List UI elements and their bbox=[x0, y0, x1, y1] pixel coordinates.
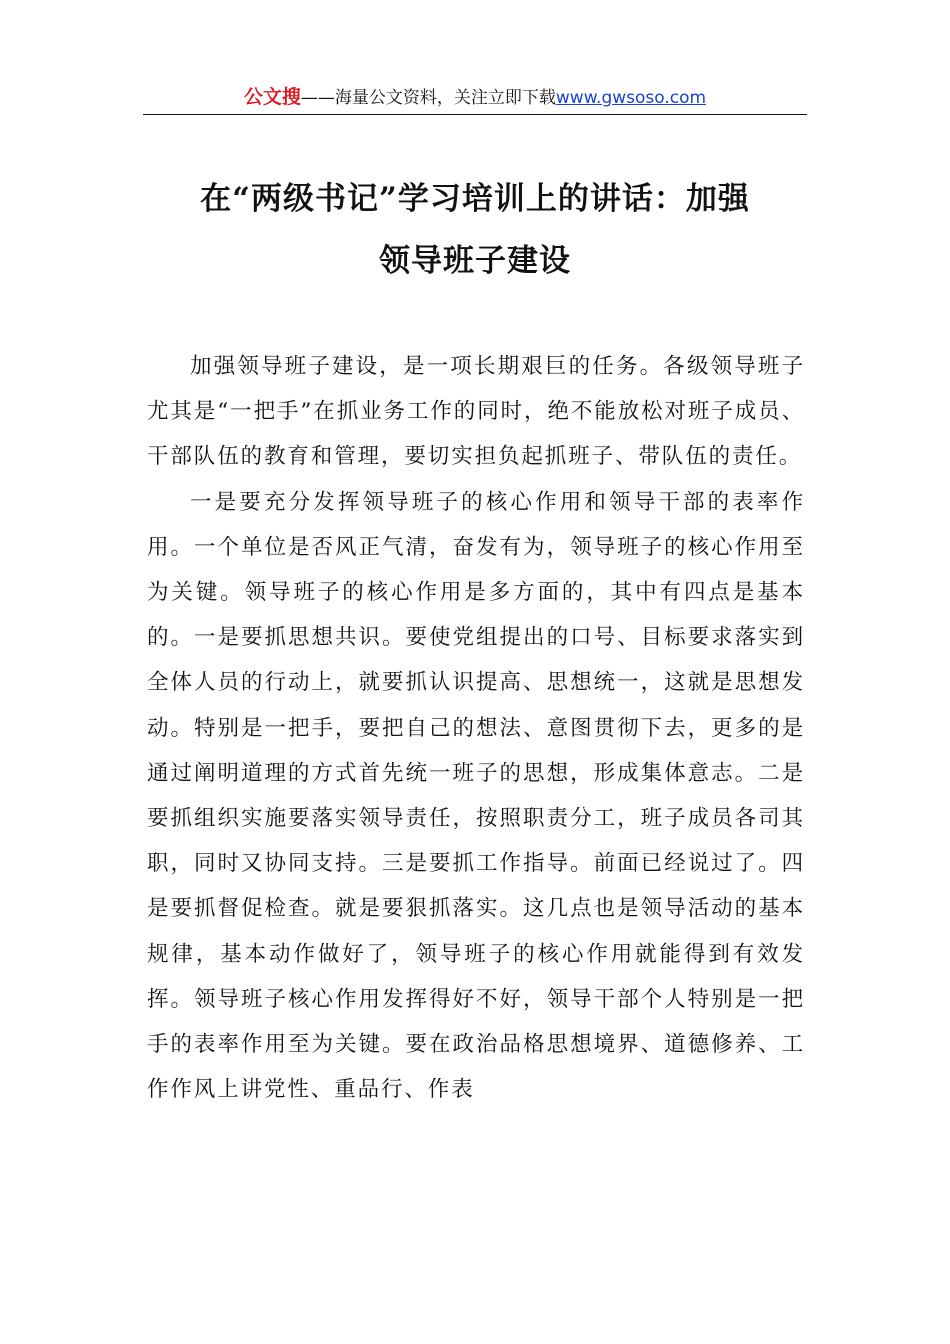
header-divider bbox=[143, 114, 807, 115]
title-line-1: 在“两级书记”学习培训上的讲话：加强 bbox=[200, 181, 750, 217]
site-link[interactable]: www.gwsoso.com bbox=[555, 88, 707, 108]
brand-logo-text[interactable]: 公文搜 bbox=[243, 86, 301, 108]
document-body bbox=[147, 344, 805, 1112]
paragraph-point-one: 一是要充分发挥领导班子的核心作用和领导干部的表率作用。一个单位是否风正气清，奋发有为，领导班子的核心作用至为关键。领导班子的核心作用是多方面的，其中有四点是基本的。一是要抓思想共识。要使党组提出的口号、目标要求落实到全体人员的行动上，就要抓认识提高、思想统一，这就是思想发动。特别是一把手，要把自己的想法、意图贯彻下去，更多的是通过阐明道理的方式首先统一班子的思想，形成集体意志。二是要抓组织实施要落实领导责任，按照职责分工，班子成员各司其职，同时又协同支持。三是要抓工作指导。前面已经说过了。四是要抓督促检查。就是要狠抓落实。这几点也是领导活动的基本规律，基本动作做好了，领导班子的核心作用就能得到有效发挥。领导班子核心作用发挥得好不好，领导干部个人特别是一把手的表率作用至为关键。要在政治品格思想境界、道德修养、工作作风上讲党性、重品行、作表 bbox=[147, 489, 805, 1103]
header-tagline: ——海量公文资料，关注立即下载 bbox=[300, 88, 556, 108]
page-header bbox=[143, 82, 807, 116]
title-line-2: 领导班子建设 bbox=[379, 243, 571, 279]
paragraph-intro: 加强领导班子建设，是一项长期艰巨的任务。各级领导班子尤其是“一把手”在抓业务工作的同时，绝不能放松对班子成员、干部队伍的教育和管理，要切实担负起抓班子、带队伍的责任。 bbox=[147, 354, 805, 470]
document-title bbox=[143, 168, 807, 292]
